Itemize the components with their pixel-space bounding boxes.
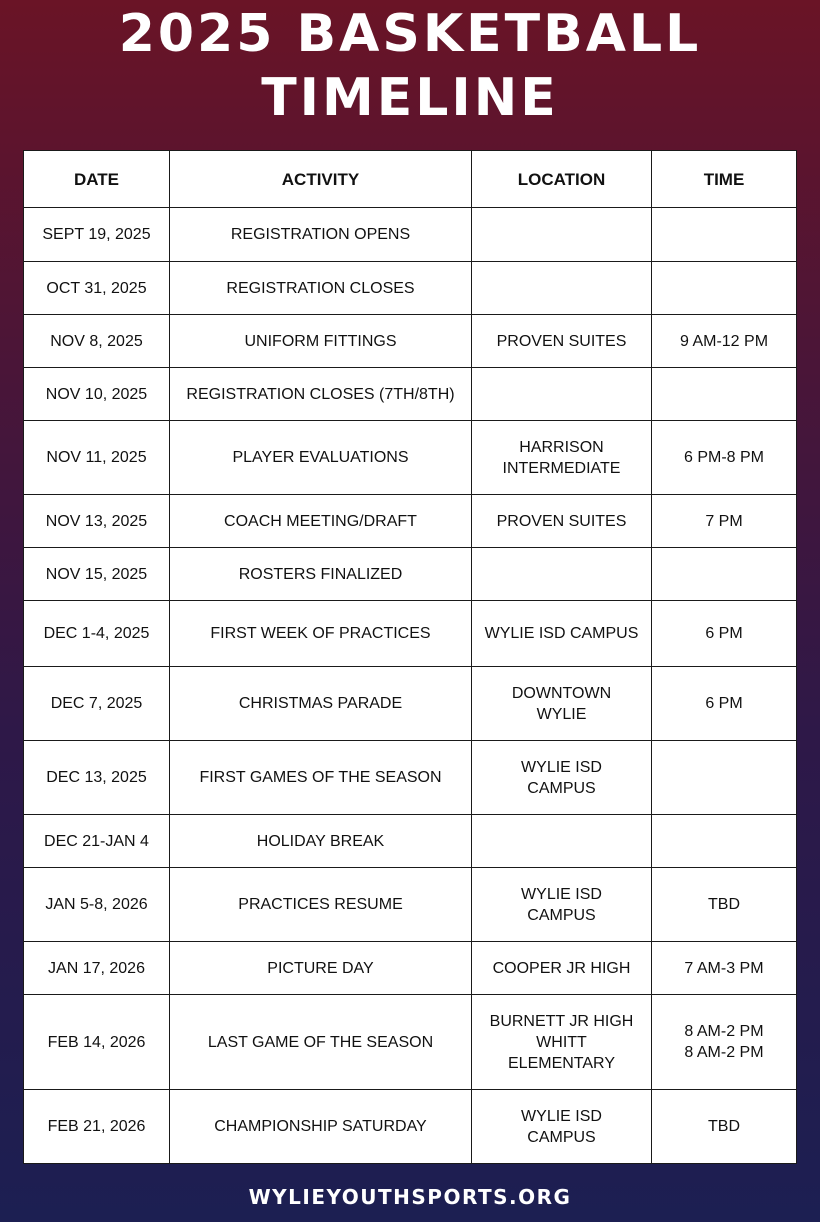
cell-location: WYLIE ISD CAMPUS bbox=[472, 1090, 652, 1164]
cell-date: NOV 13, 2025 bbox=[24, 495, 170, 548]
cell-date: DEC 1-4, 2025 bbox=[24, 601, 170, 667]
cell-time: 6 PM bbox=[652, 667, 797, 741]
cell-time: 8 AM-2 PM 8 AM-2 PM bbox=[652, 995, 797, 1090]
cell-time bbox=[652, 208, 797, 262]
cell-location: DOWNTOWN WYLIE bbox=[472, 667, 652, 741]
table-row bbox=[24, 1090, 797, 1164]
page-title bbox=[0, 2, 820, 130]
cell-location: BURNETT JR HIGH WHITT ELEMENTARY bbox=[472, 995, 652, 1090]
cell-activity: PLAYER EVALUATIONS bbox=[170, 421, 472, 495]
cell-location: HARRISON INTERMEDIATE bbox=[472, 421, 652, 495]
cell-date: OCT 31, 2025 bbox=[24, 262, 170, 315]
cell-date: FEB 14, 2026 bbox=[24, 995, 170, 1090]
cell-date: DEC 21-JAN 4 bbox=[24, 815, 170, 868]
column-header-location: LOCATION bbox=[472, 151, 652, 208]
cell-date: FEB 21, 2026 bbox=[24, 1090, 170, 1164]
cell-time: 7 AM-3 PM bbox=[652, 942, 797, 995]
cell-date: SEPT 19, 2025 bbox=[24, 208, 170, 262]
cell-activity: PRACTICES RESUME bbox=[170, 868, 472, 942]
cell-activity: UNIFORM FITTINGS bbox=[170, 315, 472, 368]
table-row bbox=[24, 942, 797, 995]
cell-date: NOV 8, 2025 bbox=[24, 315, 170, 368]
cell-time: 7 PM bbox=[652, 495, 797, 548]
table-row bbox=[24, 741, 797, 815]
cell-location: PROVEN SUITES bbox=[472, 315, 652, 368]
cell-date: NOV 10, 2025 bbox=[24, 368, 170, 421]
cell-time: 6 PM-8 PM bbox=[652, 421, 797, 495]
cell-activity: COACH MEETING/DRAFT bbox=[170, 495, 472, 548]
timeline-table bbox=[23, 150, 797, 1164]
table-row bbox=[24, 601, 797, 667]
cell-time: 9 AM-12 PM bbox=[652, 315, 797, 368]
cell-activity: CHRISTMAS PARADE bbox=[170, 667, 472, 741]
cell-activity: REGISTRATION OPENS bbox=[170, 208, 472, 262]
cell-location bbox=[472, 262, 652, 315]
cell-activity: REGISTRATION CLOSES (7TH/8TH) bbox=[170, 368, 472, 421]
cell-location: WYLIE ISD CAMPUS bbox=[472, 868, 652, 942]
table-row bbox=[24, 868, 797, 942]
table-row bbox=[24, 315, 797, 368]
cell-date: NOV 11, 2025 bbox=[24, 421, 170, 495]
table-row bbox=[24, 495, 797, 548]
table-row bbox=[24, 208, 797, 262]
cell-location: WYLIE ISD CAMPUS bbox=[472, 601, 652, 667]
cell-activity: HOLIDAY BREAK bbox=[170, 815, 472, 868]
table-row bbox=[24, 548, 797, 601]
cell-location bbox=[472, 815, 652, 868]
cell-location: COOPER JR HIGH bbox=[472, 942, 652, 995]
cell-location bbox=[472, 208, 652, 262]
timeline-body bbox=[24, 208, 797, 1164]
cell-location: WYLIE ISD CAMPUS bbox=[472, 741, 652, 815]
table-row bbox=[24, 368, 797, 421]
cell-time: TBD bbox=[652, 868, 797, 942]
title-line-1: 2025 BASKETBALL bbox=[118, 4, 702, 64]
table-row bbox=[24, 815, 797, 868]
cell-date: JAN 17, 2026 bbox=[24, 942, 170, 995]
cell-activity: FIRST WEEK OF PRACTICES bbox=[170, 601, 472, 667]
cell-time: TBD bbox=[652, 1090, 797, 1164]
cell-activity: REGISTRATION CLOSES bbox=[170, 262, 472, 315]
website-url: WYLIEYOUTHSPORTS.ORG bbox=[248, 1185, 572, 1209]
cell-activity: PICTURE DAY bbox=[170, 942, 472, 995]
cell-time bbox=[652, 368, 797, 421]
cell-activity: FIRST GAMES OF THE SEASON bbox=[170, 741, 472, 815]
table-row bbox=[24, 995, 797, 1090]
column-header-date: DATE bbox=[24, 151, 170, 208]
column-header-activity: ACTIVITY bbox=[170, 151, 472, 208]
cell-location: PROVEN SUITES bbox=[472, 495, 652, 548]
table-row bbox=[24, 262, 797, 315]
cell-activity: LAST GAME OF THE SEASON bbox=[170, 995, 472, 1090]
cell-activity: CHAMPIONSHIP SATURDAY bbox=[170, 1090, 472, 1164]
cell-time: 6 PM bbox=[652, 601, 797, 667]
cell-time bbox=[652, 262, 797, 315]
cell-activity: ROSTERS FINALIZED bbox=[170, 548, 472, 601]
cell-location bbox=[472, 548, 652, 601]
cell-date: DEC 7, 2025 bbox=[24, 667, 170, 741]
cell-date: NOV 15, 2025 bbox=[24, 548, 170, 601]
cell-time bbox=[652, 548, 797, 601]
column-header-time: TIME bbox=[652, 151, 797, 208]
cell-date: DEC 13, 2025 bbox=[24, 741, 170, 815]
title-line-2: TIMELINE bbox=[261, 68, 559, 128]
cell-time bbox=[652, 741, 797, 815]
cell-date: JAN 5-8, 2026 bbox=[24, 868, 170, 942]
table-row bbox=[24, 667, 797, 741]
table-row bbox=[24, 421, 797, 495]
cell-location bbox=[472, 368, 652, 421]
table-header-row bbox=[24, 151, 797, 208]
cell-time bbox=[652, 815, 797, 868]
